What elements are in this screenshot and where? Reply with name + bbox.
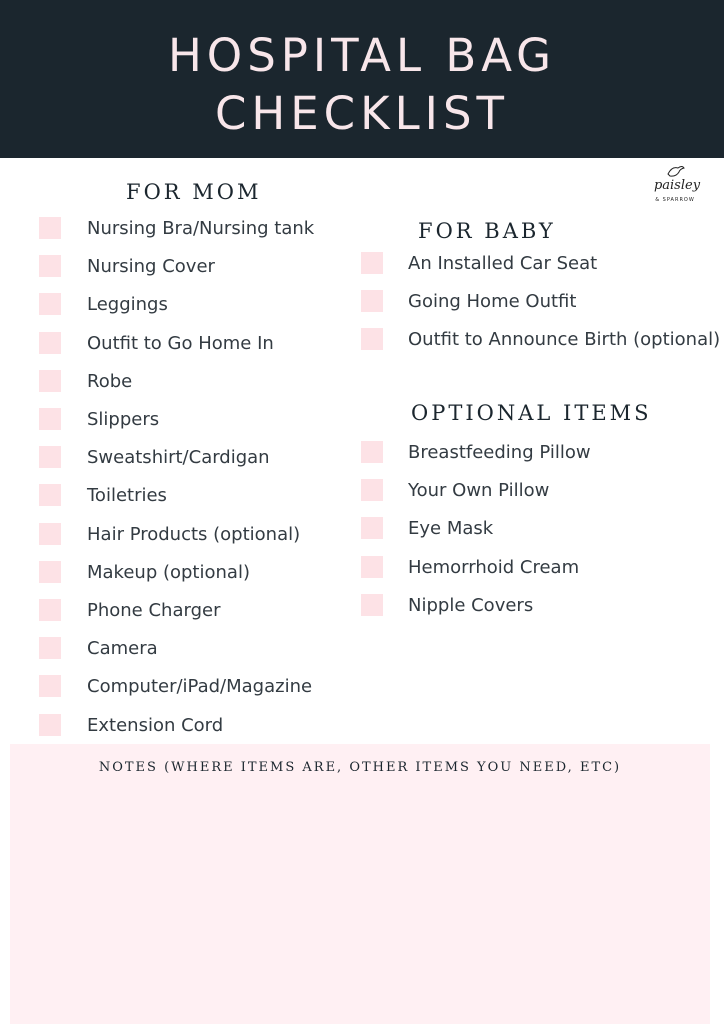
checkbox[interactable] [39, 255, 61, 277]
checklist-item-label: Outfit to Go Home In [87, 332, 274, 354]
checklist-item-label: Camera [87, 638, 158, 660]
checklist-item-label: Sweatshirt/Cardigan [87, 447, 270, 469]
checklist-item-label: Nipple Covers [408, 594, 534, 616]
checklist-item [361, 328, 721, 352]
checklist-item [39, 408, 369, 432]
checkbox[interactable] [39, 408, 61, 430]
checklist-item-label: Nursing Cover [87, 256, 215, 278]
checkbox[interactable] [39, 675, 61, 697]
checkbox[interactable] [361, 328, 383, 350]
checklist-item [39, 484, 369, 508]
checklist-item-label: Robe [87, 370, 133, 392]
brand-logo [646, 164, 704, 210]
checkbox[interactable] [39, 599, 61, 621]
checklist-item-label: Hair Products (optional) [87, 523, 301, 545]
checklist-item [39, 523, 369, 547]
notes-area[interactable] [10, 744, 710, 1024]
checklist-item [39, 599, 369, 623]
checkbox[interactable] [361, 594, 383, 616]
logo-subtext: & SPARROW [655, 197, 695, 203]
checkbox[interactable] [361, 479, 383, 501]
checklist-item [39, 675, 369, 699]
page-title-line-1: HOSPITAL BAG [167, 29, 557, 82]
optional-items-title: OPTIONAL ITEMS [411, 401, 652, 425]
checklist-item-label: Eye Mask [408, 518, 494, 540]
checklist-item [39, 332, 369, 356]
checklist-item [39, 561, 369, 585]
page-title-line-2: CHECKLIST [214, 87, 510, 140]
checklist-item [39, 446, 369, 470]
checklist-item [39, 637, 369, 661]
checkbox[interactable] [39, 332, 61, 354]
header-banner [0, 0, 724, 158]
checkbox[interactable] [39, 637, 61, 659]
checklist-item-label: Going Home Outfit [408, 291, 577, 312]
checklist-item-label: Slippers [87, 409, 160, 430]
checklist-item-label: Your Own Pillow [408, 480, 550, 502]
checkbox[interactable] [39, 561, 61, 583]
checkbox[interactable] [39, 293, 61, 315]
checkbox[interactable] [39, 370, 61, 392]
checklist-item-label: Breastfeeding Pillow [408, 442, 591, 463]
checkbox[interactable] [39, 217, 61, 239]
checkbox[interactable] [361, 556, 383, 578]
checklist-item [361, 517, 691, 541]
checkbox[interactable] [39, 484, 61, 506]
logo-text: paisley [653, 178, 701, 193]
checkbox[interactable] [361, 252, 383, 274]
checklist-item [361, 556, 691, 580]
checklist-item-label: Hemorrhoid Cream [408, 556, 580, 578]
checklist-item [361, 594, 691, 618]
checkbox[interactable] [361, 441, 383, 463]
checklist-item [39, 714, 369, 738]
checklist-item [39, 293, 369, 317]
checkbox[interactable] [361, 290, 383, 312]
checkbox[interactable] [39, 714, 61, 736]
for-baby-title: FOR BABY [418, 219, 556, 243]
checklist-item [39, 370, 369, 394]
checklist-item [361, 479, 691, 503]
checklist-item-label: Extension Cord [87, 714, 224, 736]
checklist-item [39, 255, 369, 279]
notes-title: NOTES (WHERE ITEMS ARE, OTHER ITEMS YOU NEED, ETC) [98, 760, 622, 775]
checklist-item [361, 252, 691, 276]
checklist-item [361, 441, 691, 465]
bird-icon [666, 164, 686, 178]
checkbox[interactable] [361, 517, 383, 539]
checkbox[interactable] [39, 523, 61, 545]
for-mom-title: FOR MOM [126, 180, 262, 204]
checkbox[interactable] [39, 446, 61, 468]
checklist-item-label: Outfit to Announce Birth (optional) [408, 329, 721, 350]
checklist-item-label: Phone Charger [87, 600, 221, 621]
checklist-item-label: Makeup (optional) [87, 561, 250, 583]
checklist-item-label: Leggings [87, 294, 168, 316]
checklist-item-label: Toiletries [87, 485, 167, 507]
checklist-item-label: An Installed Car Seat [408, 253, 598, 274]
checklist-item-label: Computer/iPad/Magazine [87, 676, 313, 698]
checklist-item [361, 290, 691, 314]
checklist-item-label: Nursing Bra/Nursing tank [87, 218, 315, 239]
checklist-item [39, 217, 369, 241]
